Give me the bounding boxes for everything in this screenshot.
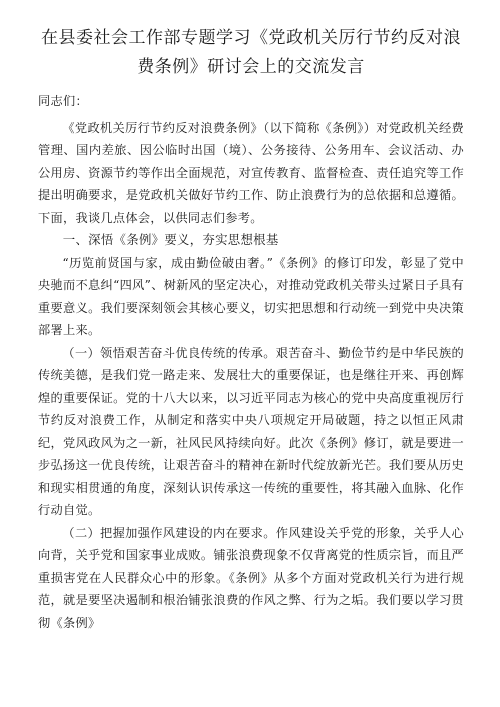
section-paragraph: （二）把握加强作风建设的内在要求。作风建设关乎党的形象，关乎人心向背，关乎党和国家事业成败。铺张浪费现象不仅背离党的性质宗旨，而且严重损害党在人民群众心中的形象。《条例》从多个方面对党政机关行为进行规范，就是要坚决遏制和根治铺张浪费的作风之弊、行为之垢。我们要以学习贯彻《条例》	[38, 525, 464, 630]
section-heading: 一、深悟《条例》要义，夯实思想根基	[62, 232, 279, 247]
section-paragraph: （一）领悟艰苦奋斗优良传统的传承。艰苦奋斗、勤俭节约是中华民族的传统美德，是我们党一路走来、发展壮大的重要保证，也是继往开来、再创辉煌的重要保证。党的十八大以来，以习近平同志为核心的党中央高度重视厉行节约反对浪费工作，从制定和落实中央八项规定开局破题，持之以恒正风肃纪，党风政风为之一新，社风民风持续向好。此次《条例》修订，就是要进一步弘扬这一优良传统，让艰苦奋斗的精神在新时代绽放新光芒。我们要从历史和现实相贯通的角度，深刻认识传承这一传统的重要性，将其融入血脉、化作行动自觉。	[38, 345, 464, 517]
intro-paragraph: 《党政机关厉行节约反对浪费条例》（以下简称《条例》）对党政机关经费管理、国内差旅、因公临时出国（境）、公务接待、公务用车、会议活动、办公用房、资源节约等作出全面规范，对宣传教育、监督检查、责任追究等工作提出明确要求，是党政机关做好节约工作、防止浪费行为的总依据和总遵循。下面，我谈几点体会，以供同志们参考。	[38, 120, 464, 225]
document-title: 在县委社会工作部专题学习《党政机关厉行节约反对浪费条例》研讨会上的交流发言	[41, 28, 461, 77]
salutation: 同志们：	[38, 94, 88, 108]
section-paragraph: “历览前贤国与家，成由勤俭破由奢。”《条例》的修订印发，彰显了党中央驰而不息纠“四风”、树新风的坚定决心，对推动党政机关带头过紧日子具有重要意义。我们要深刻领会其核心要义，切实把思想和行动统一到党中央决策部署上来。	[38, 255, 464, 337]
